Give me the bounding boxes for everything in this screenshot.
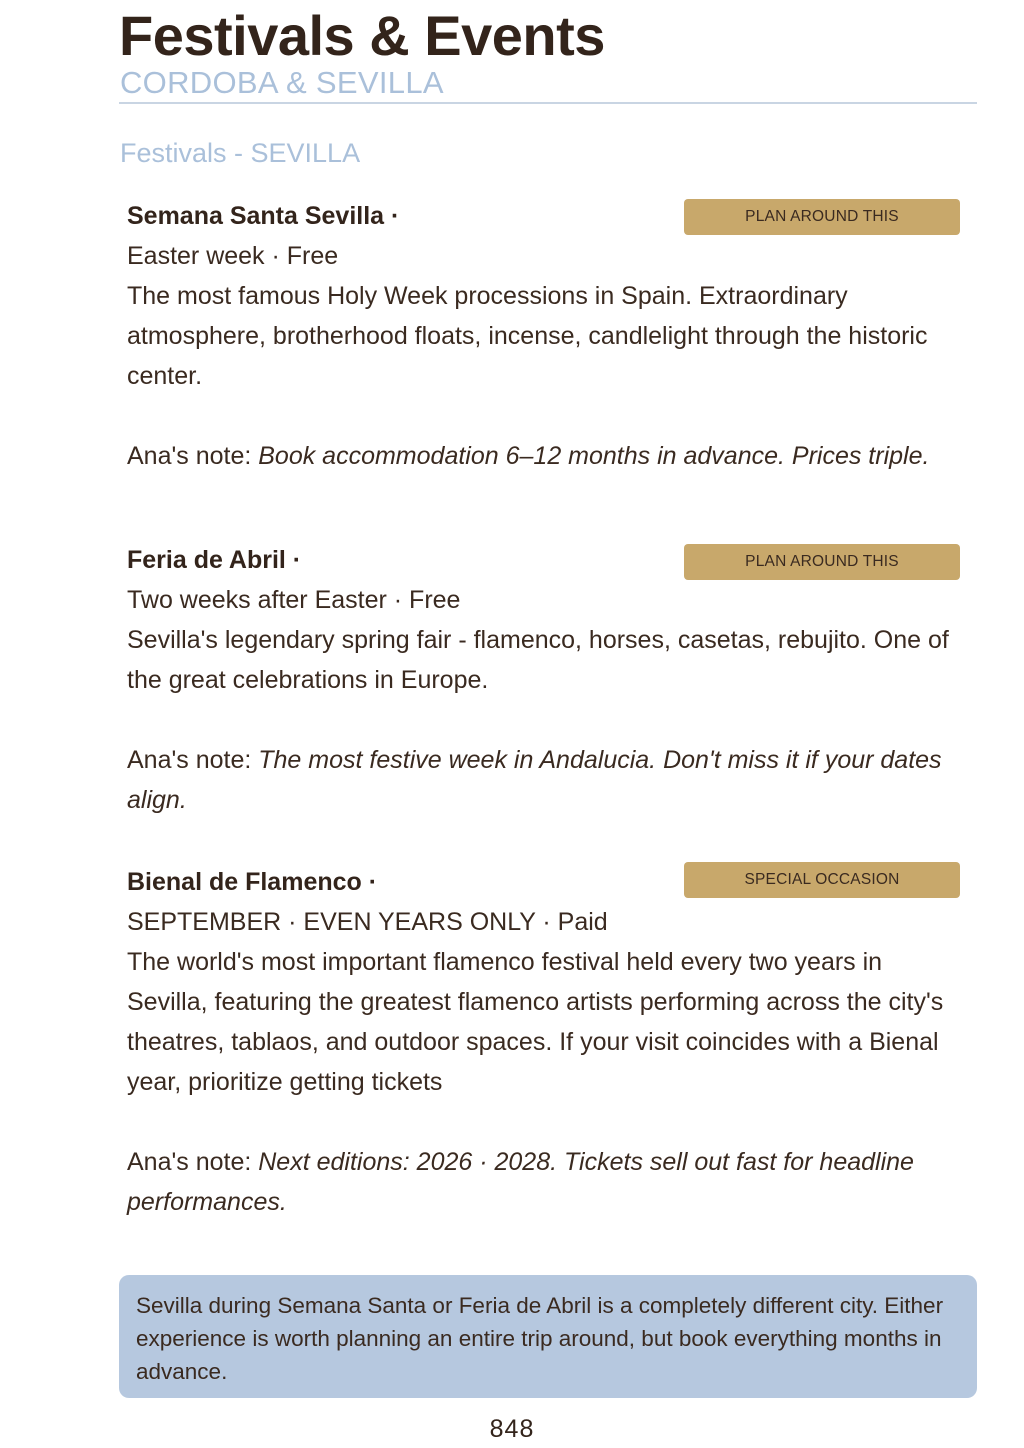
event-item-semana-santa xyxy=(127,196,967,476)
note-text: Book accommodation 6–12 months in advance. Prices triple. xyxy=(258,442,930,470)
event-meta: Easter week · Free xyxy=(127,242,339,270)
page-number: 848 xyxy=(489,1415,535,1443)
event-note xyxy=(127,436,957,476)
event-name: Semana Santa Sevilla · xyxy=(127,202,400,230)
event-meta: SEPTEMBER · EVEN YEARS ONLY · Paid xyxy=(127,908,608,936)
event-name: Bienal de Flamenco · xyxy=(127,868,378,896)
event-item-bienal-de-flamenco xyxy=(127,862,967,1222)
note-text: The most festive week in Andalucia. Don't miss it if your dates align. xyxy=(127,746,942,814)
title-divider xyxy=(119,102,977,104)
section-heading: Festivals - SEVILLA xyxy=(120,138,361,168)
event-item-feria-de-abril xyxy=(127,540,967,820)
event-description: The world's most important flamenco festival held every two years in Sevilla, featuring the greatest flamenco artists performing across the city's theatres, tablaos, and outdoor spaces. If your visit coincides with a Bienal year, prioritize getting tickets xyxy=(127,948,944,1096)
page-subtitle: CORDOBA & SEVILLA xyxy=(120,65,444,100)
note-label: Ana's note: xyxy=(127,746,259,774)
event-badge: PLAN AROUND THIS xyxy=(684,544,960,580)
note-label: Ana's note: xyxy=(127,442,259,470)
note-label: Ana's note: xyxy=(127,1148,259,1176)
event-note xyxy=(127,740,957,820)
note-text: Next editions: 2026 · 2028. Tickets sell out fast for headline performances. xyxy=(127,1148,914,1216)
event-meta: Two weeks after Easter · Free xyxy=(127,586,461,614)
event-badge: SPECIAL OCCASION xyxy=(684,862,960,898)
event-badge: PLAN AROUND THIS xyxy=(684,199,960,235)
event-name: Feria de Abril · xyxy=(127,546,302,574)
page-title: Festivals & Events xyxy=(119,4,605,67)
event-description: Sevilla's legendary spring fair - flamenco, horses, casetas, rebujito. One of the great celebrations in Europe. xyxy=(127,626,949,694)
callout-box: Sevilla during Semana Santa or Feria de Abril is a completely different city. Either experience is worth planning an entire trip around, but book everything months in advance. xyxy=(119,1275,977,1398)
event-note xyxy=(127,1142,957,1222)
event-description: The most famous Holy Week processions in Spain. Extraordinary atmosphere, brotherhood floats, incense, candlelight through the historic center. xyxy=(127,282,928,390)
